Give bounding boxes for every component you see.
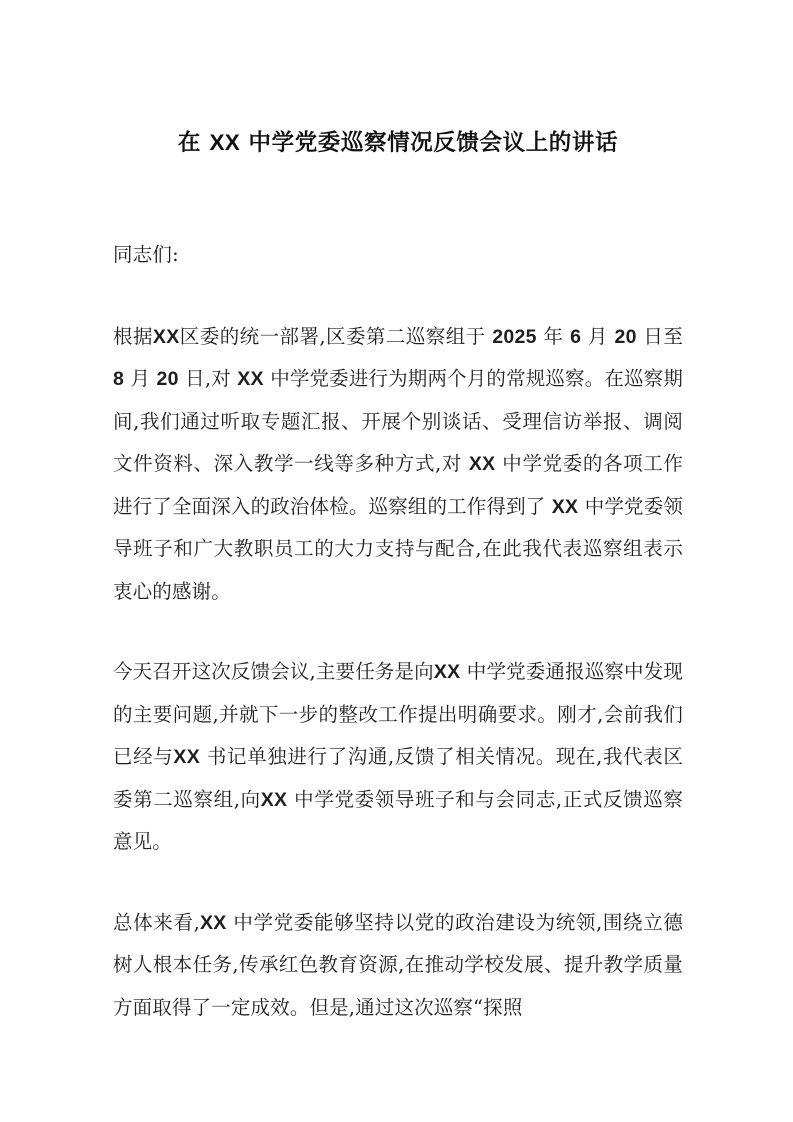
paragraph-1-code-1: XX	[152, 325, 180, 348]
paragraph-2-code-3: XX	[260, 788, 288, 811]
document-body	[113, 0, 683, 1029]
paragraph-1-seg-4: 月	[581, 324, 615, 348]
paragraph-1-seg-6: 月	[124, 367, 157, 390]
paragraph-1-start-day: 20	[614, 325, 637, 348]
paragraph-2-code-1: XX	[433, 661, 461, 683]
paragraph-3	[113, 864, 683, 1030]
paragraph-1-seg-2: 区委的统一部署,区委第二巡察组于	[179, 324, 493, 348]
paragraph-1-code-3: XX	[468, 453, 496, 475]
paragraph-1-seg-8: 中学党委进行为期两个月的常规巡察。在巡察期间,我们通过听取专题汇报、开展个别谈话、受理信访举报、调阅文件资料、深入教学一线等多种方式,对	[113, 367, 683, 475]
paragraph-2-code-2: XX	[173, 746, 201, 768]
paragraph-1-start-month: 6	[570, 325, 582, 348]
paragraph-2-seg-4: 中学党委领导班子和与会同志,正式反馈巡察意见。	[113, 787, 683, 853]
paragraph-2	[113, 613, 683, 864]
title-organization-code: XX	[209, 130, 241, 155]
paragraph-3-code-1: XX	[199, 911, 227, 934]
salutation-line: 同志们:	[113, 243, 179, 266]
paragraph-1-seg-5: 日至	[636, 324, 683, 348]
paragraph-3-seg-2: 中学党委能够坚持以党的政治建设为统领,围绕立德树人根本任务,传承红色教育资源,在推动学校发展、提升教学质量方面取得了一定成效。但是,通过这次巡察“探照	[113, 910, 683, 1019]
paragraph-1-end-day: 20	[156, 368, 179, 390]
paragraph-1-seg-3: 年	[536, 324, 571, 348]
title-text-suffix: 中学党委巡察情况反馈会议上的讲话	[240, 130, 619, 156]
paragraph-1-code-4: XX	[551, 495, 579, 518]
paragraph-1-seg-1: 根据	[113, 324, 153, 348]
title-text-prefix: 在	[177, 130, 210, 156]
paragraph-1-seg-9: 中学党委的各项工作进行了全面深入的政治体检。巡察组的工作得到了	[113, 452, 683, 518]
paragraph-3-seg-1: 总体来看,	[113, 910, 200, 934]
paragraph-1-code-2: XX	[237, 368, 264, 390]
paragraph-2-seg-3: 书记单独进行了沟通,反馈了相关情况。现在,我代表区委第二巡察组,向	[113, 745, 683, 811]
paragraph-2-seg-1: 今天召开这次反馈会议,主要任务是向	[113, 660, 434, 683]
paragraph-1	[113, 277, 683, 614]
paragraph-2-seg-2: 中学党委通报巡察中发现的主要问题,并就下一步的整改工作提出明确要求。刚才,会前我们已经与	[113, 660, 684, 768]
paragraph-1-seg-10: 中学党委领导班子和广大教职员工的大力支持与配合,在此我代表巡察组表示衷心的感谢。	[113, 494, 683, 603]
paragraph-1-end-month: 8	[113, 368, 125, 390]
paragraph-1-seg-7: 日,对	[178, 367, 238, 390]
paragraph-1-year: 2025	[492, 325, 537, 348]
page-title	[113, 0, 683, 160]
